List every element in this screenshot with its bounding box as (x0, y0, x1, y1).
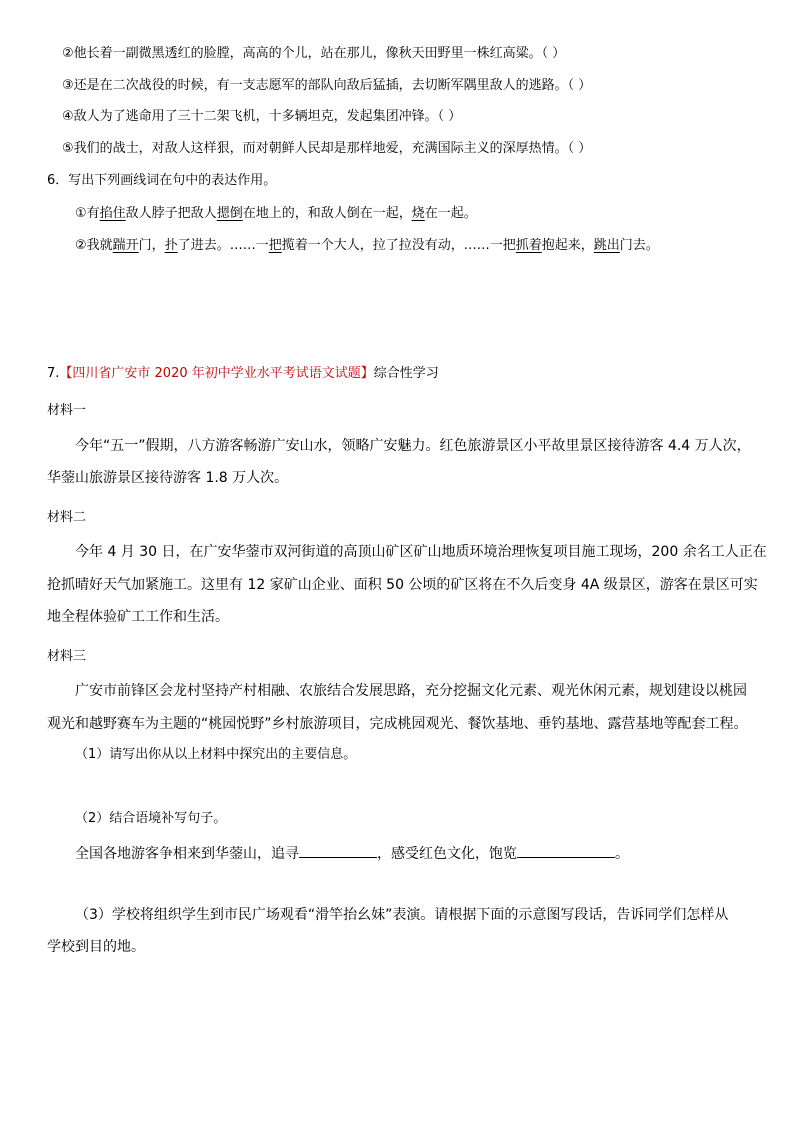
sub-question-3: 学校到目的地。 (47, 939, 145, 955)
q6-sentence-1 (75, 205, 477, 223)
question-source: 【四川省广安市 2020 年初中学业水平考试语文试题】 (59, 366, 374, 381)
q5-item: ②他长着一副微黑透红的脸膛，高高的个儿，站在那儿，像秋天田野里一株红高粱。（ ） (62, 46, 566, 61)
text: ②我就 (75, 238, 113, 253)
text: 门， (138, 238, 165, 253)
material-1-text: 华蓥山旅游景区接待游客 1.8 万人次。 (47, 470, 289, 486)
underlined-word: 把 (268, 238, 282, 253)
underlined-word: 跳出 (593, 238, 620, 253)
underlined-word: 扑 (164, 238, 178, 253)
underlined-word: 踹开 (112, 238, 139, 253)
underlined-word: 抓着 (515, 238, 542, 253)
q5-item: ③还是在二次战役的时候，有一支志愿军的部队向敌后猛插，去切断军隅里敌人的逃路。（ ） (62, 78, 592, 93)
material-3-label: 材料三 (47, 649, 87, 664)
q6-sentence-2 (75, 237, 659, 255)
sub-question-1: （1）请写出你从以上材料中探究出的主要信息。 (75, 747, 357, 762)
material-2-text: 今年 4 月 30 日，在广安华蓥市双河街道的高顶山矿区矿山地质环境治理恢复项目施工现场，200 余名工人正在 (75, 544, 767, 560)
material-3-text: 广安市前锋区会龙村坚持产村相融、农旅结合发展思路，充分挖掘文化元素、观光休闲元素，规划建设以桃园 (75, 683, 747, 699)
material-3-text: 观光和越野赛车为主题的“桃园悦野”乡村旅游项目，完成桃园观光、餐饮基地、垂钓基地、露营基地等配套工程。 (47, 716, 748, 732)
underlined-word: 摁倒 (216, 206, 243, 221)
text: 全国各地游客争相来到华蓥山，追寻 (75, 846, 299, 862)
q5-item: ④敌人为了逃命用了三十二架飞机，十多辆坦克，发起集团冲锋。（ ） (62, 109, 462, 124)
question-type: 综合性学习 (373, 366, 439, 381)
sub-question-2: （2）结合语境补写句子。 (75, 811, 227, 826)
underlined-word: 掐住 (99, 206, 126, 221)
sub-question-3: （3）学校将组织学生到市民广场观看“滑竿抬幺妹”表演。请根据下面的示意图写段话，告诉同学们怎样从 (75, 907, 729, 923)
text: ，感受红色文化，饱览 (377, 846, 517, 862)
text: 在一起。 (424, 206, 477, 221)
material-1-label: 材料一 (47, 403, 87, 418)
text: 了进去。……一 (177, 238, 269, 253)
text: 。 (615, 846, 629, 862)
q5-item: ⑤我们的战士，对敌人这样狠，而对朝鲜人民却是那样地爱，充满国际主义的深厚热情。（ ） (62, 141, 592, 156)
text: 抱起来， (541, 238, 594, 253)
material-1-text: 今年“五一”假期，八方游客畅游广安山水，领略广安魅力。红色旅游景区小平故里景区接待游客 4.4 万人次， (75, 438, 751, 454)
material-2-label: 材料二 (47, 510, 87, 525)
answer-blank[interactable] (299, 843, 377, 858)
text: 敌人脖子把敌人 (125, 206, 217, 221)
question-number: 7. (47, 366, 60, 381)
underlined-word: 烧 (411, 206, 425, 221)
q7-heading (47, 365, 439, 383)
answer-blank[interactable] (517, 843, 615, 858)
fill-in-sentence (75, 843, 629, 863)
text: ①有 (75, 206, 100, 221)
material-2-text: 抢抓晴好天气加紧施工。这里有 12 家矿山企业、面积 50 公顷的矿区将在不久后变身 4A 级景区，游客在景区可实 (47, 577, 758, 593)
text: 揽着一个大人，拉了拉没有动，……一把 (281, 238, 516, 253)
q6-title: 6．写出下列画线词在句中的表达作用。 (47, 173, 277, 188)
material-2-text: 地全程体验矿工工作和生活。 (47, 609, 229, 625)
text: 门去。 (619, 238, 659, 253)
text: 在地上的，和敌人倒在一起， (242, 206, 412, 221)
